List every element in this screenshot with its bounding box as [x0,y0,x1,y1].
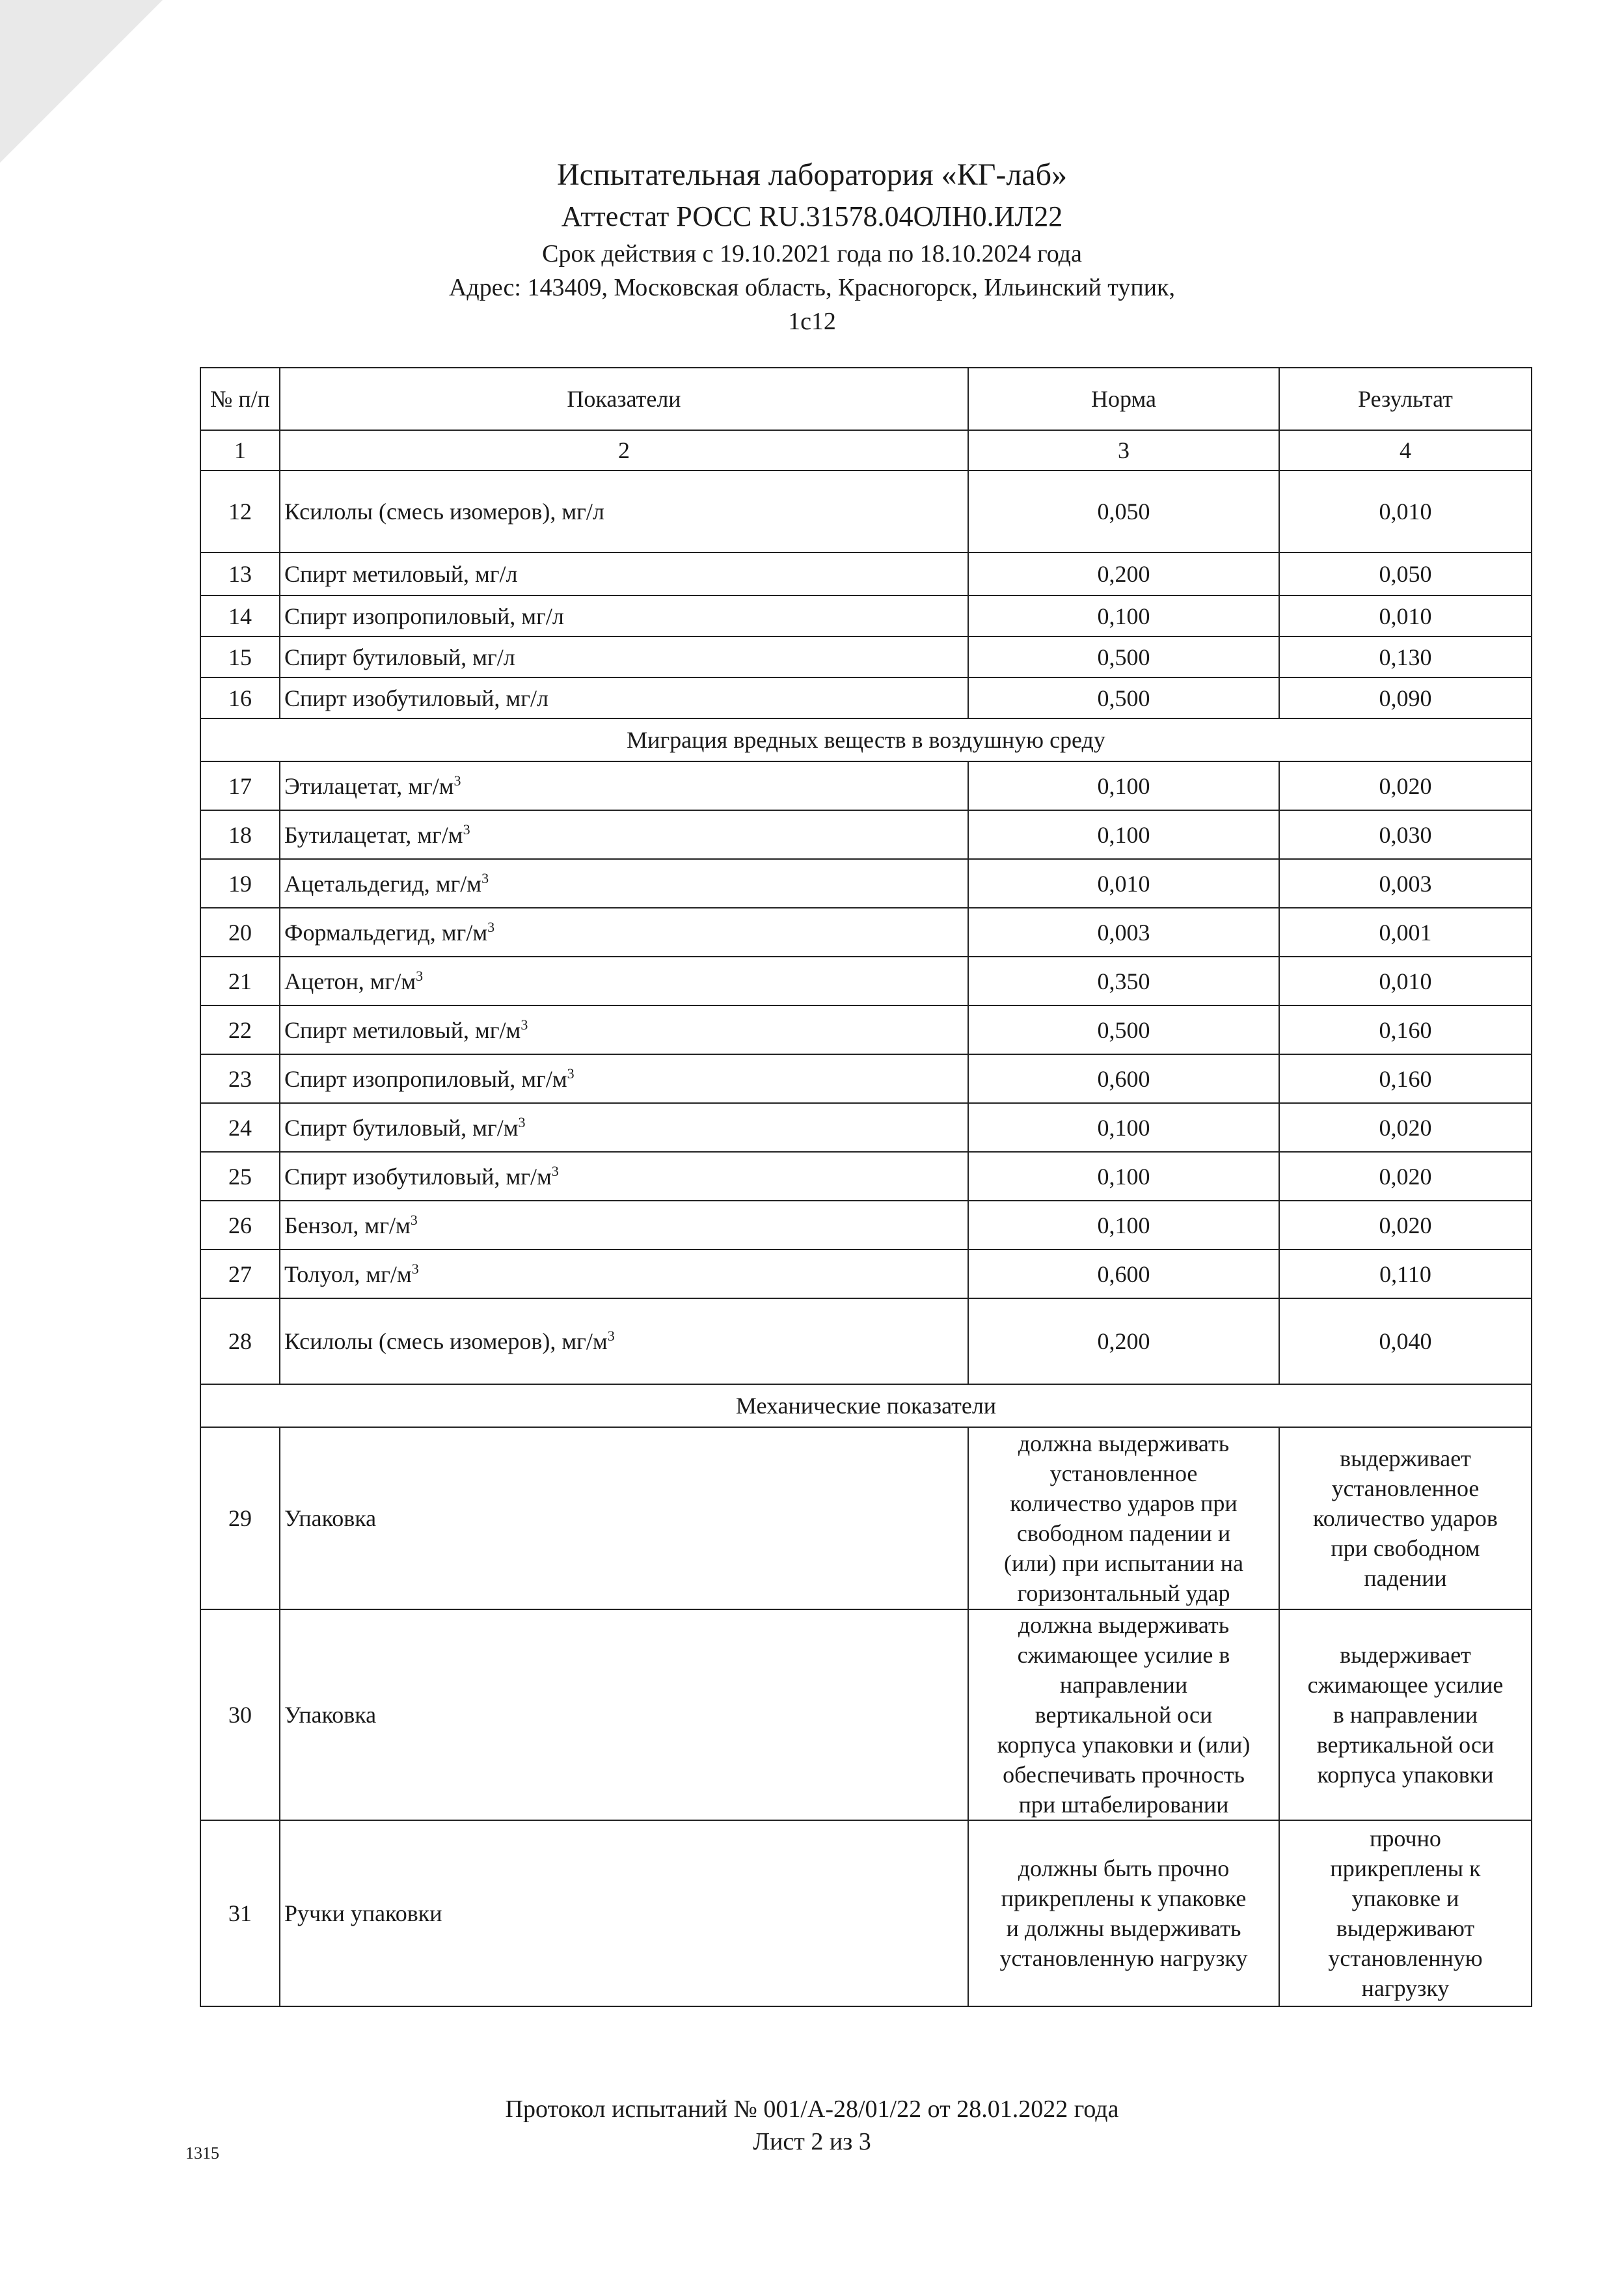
result-value: 0,160 [1279,1005,1532,1054]
text-line: свободном падении и [1016,1520,1231,1546]
result-value: 0,003 [1279,859,1532,908]
text-line: при свободном [1331,1535,1480,1561]
row-number: 13 [200,553,280,595]
text-line: прикреплены к [1330,1855,1481,1881]
row-number: 20 [200,908,280,957]
col-number-1: 1 [200,430,280,471]
row-number: 19 [200,859,280,908]
row-number: 23 [200,1054,280,1103]
indicator-name: Ацетальдегид, $мг/м^3$ [280,859,968,908]
unit-superscript: 3 [551,1162,559,1179]
norm-value: 0,500 [968,677,1279,718]
result-value: 0,020 [1279,1103,1532,1152]
text-line: (или) при испытании на [1004,1550,1243,1576]
text-line: установленное [1049,1460,1198,1486]
row-number: 14 [200,595,280,636]
table-row [200,1005,1532,1054]
row-number: 17 [200,761,280,810]
result-value: 0,010 [1279,595,1532,636]
indicator-name: Спирт изобутиловый, $мг/м^3$ [280,1152,968,1201]
text-line: должна выдерживать [1018,1430,1230,1456]
table-row [200,1152,1532,1201]
table-row [200,1249,1532,1298]
norm-value: 0,100 [968,1152,1279,1201]
norm-value [968,1427,1279,1609]
text-line: нагрузку [1361,1975,1450,2001]
unit-superscript: 3 [487,918,495,935]
result-value: 0,040 [1279,1298,1532,1384]
row-number: 29 [200,1427,280,1609]
indicator-name: Ручки упаковки [280,1820,968,2006]
result-value [1279,1609,1532,1820]
unit-superscript: 3 [518,1113,526,1130]
indicator-name: Толуол, $мг/м^3$ [280,1249,968,1298]
indicator-name: Ксилолы (смесь изомеров), мг/л [280,471,968,553]
norm-value: 0,003 [968,908,1279,957]
document-header [0,154,1624,338]
indicator-name: Бутилацетат, $мг/м^3$ [280,810,968,859]
text-line: выдерживает [1340,1445,1471,1471]
norm-value: 0,600 [968,1054,1279,1103]
table-row [200,908,1532,957]
section-row-mech [200,1384,1532,1427]
row-number: 21 [200,957,280,1005]
protocol-reference: Протокол испытаний № 001/А-28/01/22 от 28.01.2022 года [505,2096,1119,2123]
result-value: 0,130 [1279,636,1532,677]
unit-superscript: 3 [463,821,470,838]
sheet-number: Лист 2 из 3 [753,2128,871,2155]
text-line: обеспечивать прочность [1003,1762,1245,1788]
row-number: 25 [200,1152,280,1201]
indicator-name: Спирт изопропиловый, $мг/м^3$ [280,1054,968,1103]
unit-superscript: 3 [481,869,489,886]
norm-value [968,1609,1279,1820]
norm-value: 0,100 [968,761,1279,810]
row-number: 30 [200,1609,280,1820]
unit-superscript: 3 [607,1328,615,1344]
col-number-2: 2 [280,430,968,471]
text-line: установленную нагрузку [999,1945,1248,1971]
norm-value: 0,350 [968,957,1279,1005]
header-result: Результат [1279,368,1532,430]
text-line: вертикальной оси [1035,1702,1213,1728]
unit-superscript: 3 [416,967,424,984]
row-number: 18 [200,810,280,859]
text-line: количество ударов при [1010,1490,1238,1516]
table-row [200,595,1532,636]
table-row [200,636,1532,677]
table-row [200,761,1532,810]
norm-value: 0,050 [968,471,1279,553]
row-number: 28 [200,1298,280,1384]
table-row [200,1054,1532,1103]
norm-value: 0,010 [968,859,1279,908]
text-line: в направлении [1333,1702,1478,1728]
indicator-name: Спирт изопропиловый, мг/л [280,595,968,636]
text-line: должна выдерживать [1018,1612,1230,1638]
text-line: и должны выдерживать [1006,1915,1241,1941]
text-line: падении [1364,1565,1447,1591]
table-row [200,1427,1532,1609]
table-row [200,1103,1532,1152]
row-number: 31 [200,1820,280,2006]
norm-value: 0,100 [968,1201,1279,1249]
row-number: 16 [200,677,280,718]
text-line: направлении [1059,1672,1188,1698]
header-indicator: Показатели [280,368,968,430]
text-line: вертикальной оси [1316,1732,1495,1758]
indicator-name: Спирт метиловый, $мг/м^3$ [280,1005,968,1054]
unit-superscript: 3 [453,772,461,789]
result-value [1279,1427,1532,1609]
norm-value: 0,600 [968,1249,1279,1298]
norm-value: 0,500 [968,1005,1279,1054]
indicator-name: Упаковка [280,1427,968,1609]
result-value: 0,030 [1279,810,1532,859]
table-header-row [200,368,1532,430]
result-value [1279,1820,1532,2006]
text-line: горизонтальный удар [1017,1580,1230,1606]
table-row [200,553,1532,595]
unit-superscript: 3 [567,1065,575,1082]
table-row [200,859,1532,908]
text-line: при штабелировании [1018,1792,1229,1818]
text-line: выдерживают [1336,1915,1475,1941]
validity-period: Срок действия с 19.10.2021 года по 18.10.2024 года [542,240,1082,267]
section-title-mech: Механические показатели [200,1384,1532,1427]
text-line: сжимающее усилие [1307,1672,1504,1698]
text-line: корпуса упаковки [1317,1762,1494,1788]
header-norm: Норма [968,368,1279,430]
row-number: 22 [200,1005,280,1054]
results-table [200,367,1532,2007]
column-number-row [200,430,1532,471]
result-value: 0,020 [1279,761,1532,810]
text-line: прочно [1370,1825,1441,1851]
table-row [200,810,1532,859]
norm-value [968,1820,1279,2006]
indicator-name: Этилацетат, $мг/м^3$ [280,761,968,810]
indicator-name: Формальдегид, $мг/м^3$ [280,908,968,957]
table-row [200,1201,1532,1249]
unit-superscript: 3 [521,1016,528,1033]
table-row [200,957,1532,1005]
certificate-number: Аттестат РОСС RU.31578.04ОЛН0.ИЛ22 [561,200,1063,232]
text-line: корпуса упаковки и (или) [997,1732,1251,1758]
page-code: 1315 [185,2144,219,2163]
text-line: выдерживает [1340,1642,1471,1668]
table-row [200,471,1532,553]
address-line-2: 1с12 [788,308,836,335]
result-value: 0,010 [1279,471,1532,553]
text-line: установленную [1328,1945,1483,1971]
row-number: 26 [200,1201,280,1249]
table-row [200,1298,1532,1384]
norm-value: 0,100 [968,595,1279,636]
col-number-4: 4 [1279,430,1532,471]
text-line: должны быть прочно [1018,1855,1230,1881]
norm-value: 0,100 [968,1103,1279,1152]
result-value: 0,160 [1279,1054,1532,1103]
result-value: 0,020 [1279,1201,1532,1249]
result-value: 0,090 [1279,677,1532,718]
indicator-name: Бензол, $мг/м^3$ [280,1201,968,1249]
row-number: 12 [200,471,280,553]
norm-value: 0,500 [968,636,1279,677]
page-corner-fold [0,0,163,163]
section-title-air: Миграция вредных веществ в воздушную среду [200,718,1532,761]
table-row [200,1820,1532,2006]
table-row [200,677,1532,718]
row-number: 15 [200,636,280,677]
text-line: количество ударов [1313,1505,1498,1531]
norm-value: 0,100 [968,810,1279,859]
indicator-name: Спирт бутиловый, мг/л [280,636,968,677]
norm-value: 0,200 [968,1298,1279,1384]
indicator-name: Спирт метиловый, мг/л [280,553,968,595]
text-line: упаковке и [1351,1885,1459,1911]
norm-value: 0,200 [968,553,1279,595]
result-value: 0,110 [1279,1249,1532,1298]
text-line: сжимающее усилие в [1017,1642,1230,1668]
indicator-name: Спирт бутиловый, $мг/м^3$ [280,1103,968,1152]
row-number: 24 [200,1103,280,1152]
document-footer [0,2093,1624,2158]
indicator-name: Спирт изобутиловый, мг/л [280,677,968,718]
result-value: 0,050 [1279,553,1532,595]
unit-superscript: 3 [410,1211,418,1228]
indicator-name: Ксилолы (смесь изомеров), $мг/м^3$ [280,1298,968,1384]
lab-title: Испытательная лаборатория «КГ-лаб» [556,157,1067,192]
section-row-air [200,718,1532,761]
row-number: 27 [200,1249,280,1298]
text-line: установленное [1331,1475,1480,1501]
header-num: № п/п [200,368,280,430]
indicator-name: Упаковка [280,1609,968,1820]
col-number-3: 3 [968,430,1279,471]
indicator-name: Ацетон, $мг/м^3$ [280,957,968,1005]
table-row [200,1609,1532,1820]
result-value: 0,020 [1279,1152,1532,1201]
result-value: 0,001 [1279,908,1532,957]
unit-superscript: 3 [411,1260,419,1277]
address-line-1: Адрес: 143409, Московская область, Красногорск, Ильинский тупик, [448,274,1176,301]
result-value: 0,010 [1279,957,1532,1005]
text-line: прикреплены к упаковке [1001,1885,1247,1911]
